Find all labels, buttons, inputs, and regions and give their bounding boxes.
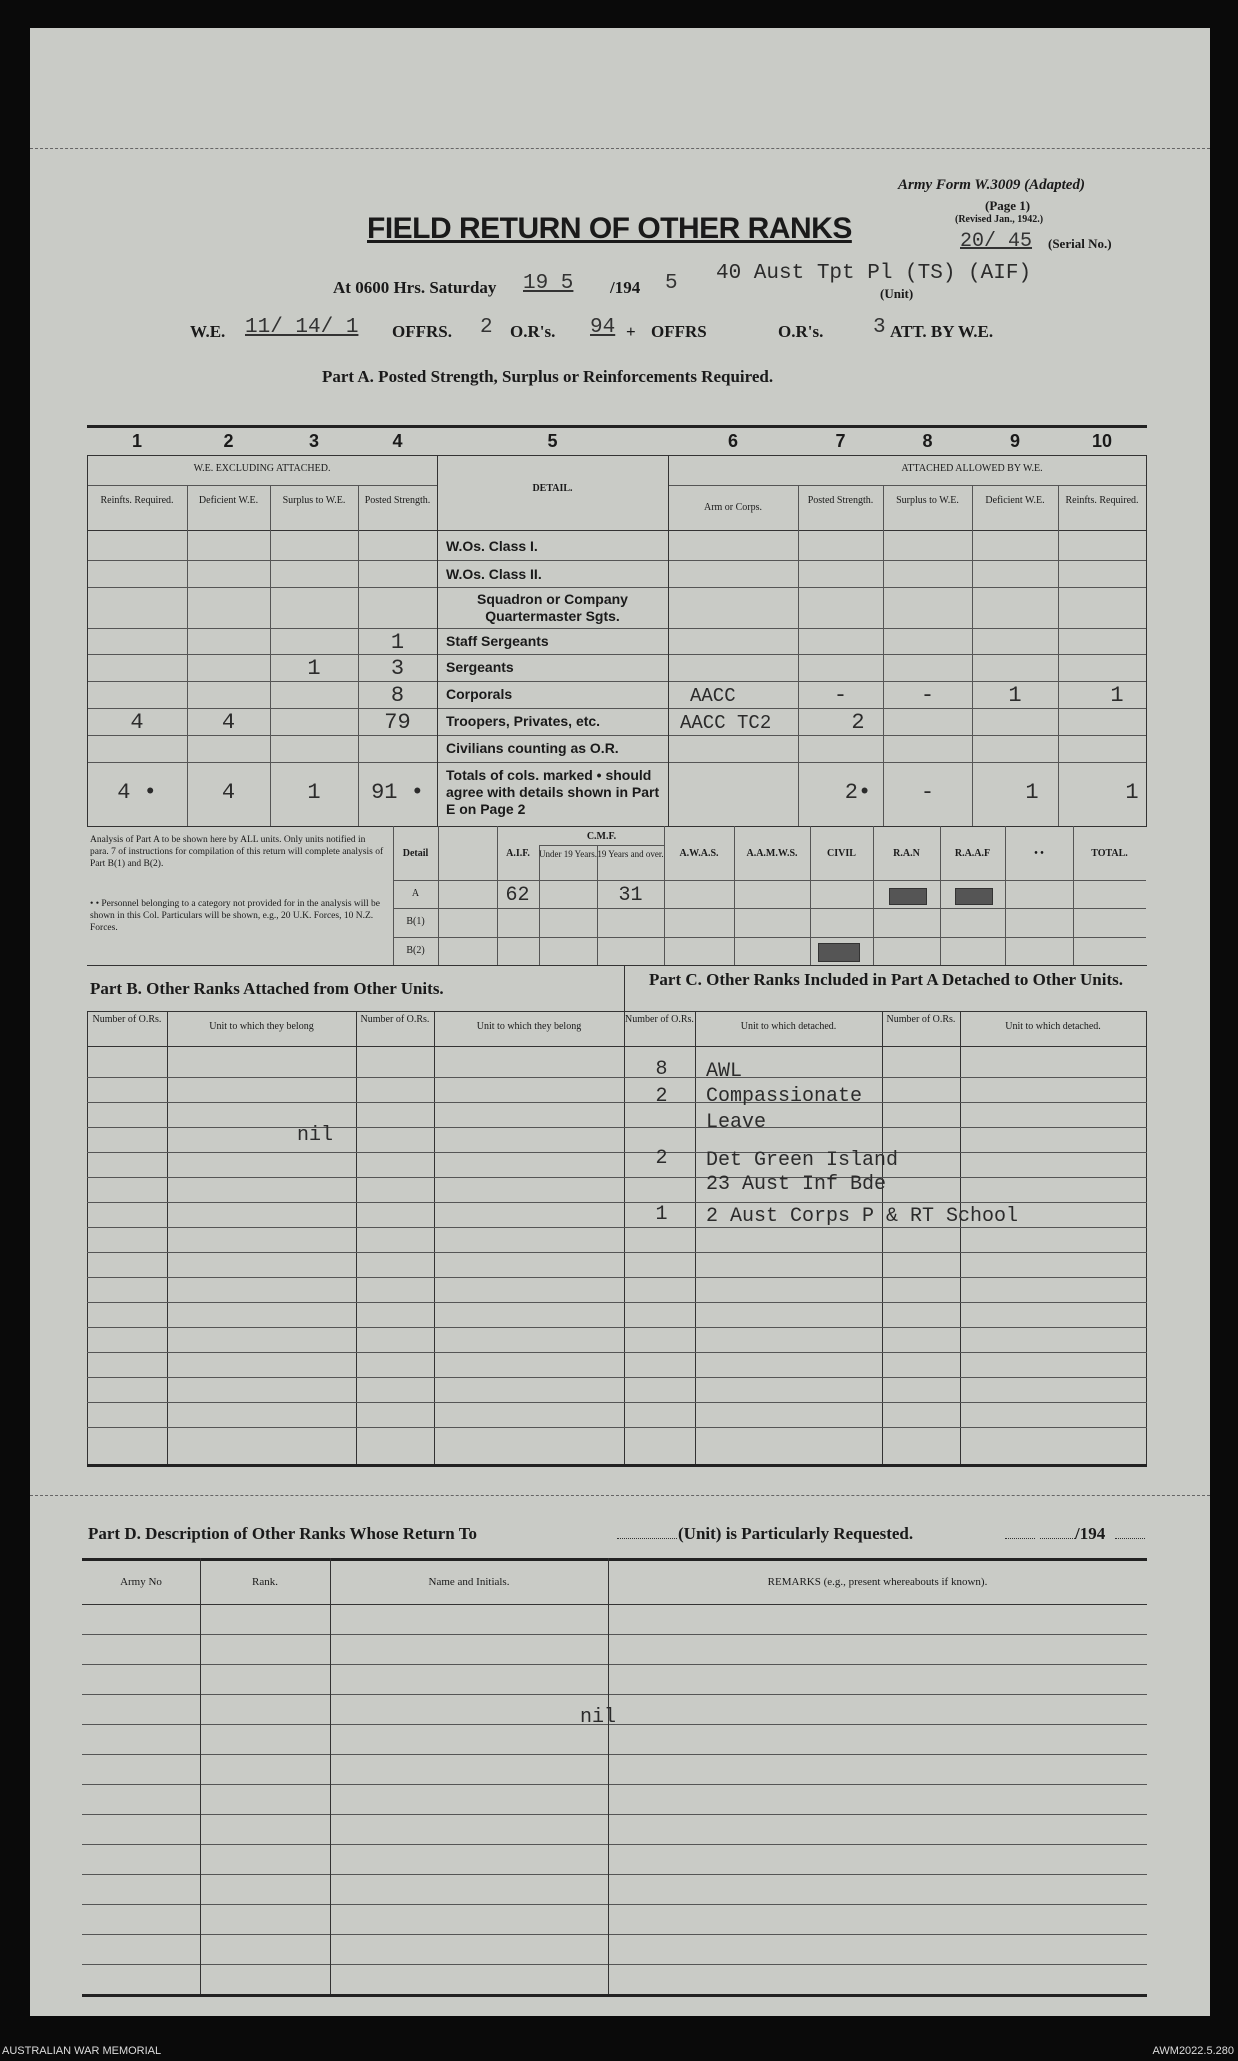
detail-row-label: Troopers, Privates, etc.	[446, 713, 601, 729]
part-d-rank-header: Rank.	[252, 1576, 278, 1588]
analysis-ran-header: R.A.N	[893, 848, 920, 859]
analysis-awas-header: A.W.A.S.	[679, 848, 719, 859]
serial-label: (Serial No.)	[1048, 236, 1112, 251]
total-value: -	[920, 780, 935, 805]
we-value: 11/ 14/ 1	[245, 316, 359, 339]
part-c-number-header: Number of O.Rs.	[625, 1014, 694, 1025]
year-value: 5	[665, 272, 678, 295]
total-value: 1	[307, 780, 321, 805]
detail-row-label: Sergeants	[446, 659, 514, 675]
header-deficient2: Deficient W.E.	[985, 495, 1045, 506]
cell-value: 8	[390, 683, 405, 708]
col-number: 1	[131, 431, 142, 451]
plus-sign: +	[626, 322, 636, 341]
col-number: 6	[727, 431, 738, 451]
cell-value: -	[833, 683, 848, 708]
ors-label: O.R's.	[510, 322, 556, 341]
perforation-line	[30, 1495, 1210, 1496]
offrs-value: 2	[480, 316, 493, 339]
serial-value: 20/ 45	[960, 230, 1033, 253]
part-c-number-header: Number of O.Rs.	[886, 1014, 956, 1025]
cell-value: 1	[1008, 683, 1022, 708]
part-c-number: 1	[655, 1203, 668, 1226]
date-value: 19 5	[523, 272, 574, 295]
analysis-over19-header: 19 Years and over.	[597, 849, 664, 859]
form-name: Army Form W.3009 (Adapted)	[898, 177, 1085, 193]
att-label: ATT. BY W.E.	[890, 322, 994, 341]
part-b-number-header: Number of O.Rs.	[360, 1014, 430, 1025]
part-c-number: 8	[655, 1058, 668, 1081]
part-b-title: Part B. Other Ranks Attached from Other Units.	[90, 979, 444, 998]
ors-value: 94	[590, 316, 616, 339]
header-reinfts2: Reinfts. Required.	[1065, 495, 1139, 506]
analysis-civil-header: CIVIL	[827, 848, 856, 859]
part-d-remarks-header: REMARKS (e.g., present whereabouts if known).	[767, 1576, 988, 1588]
part-c-unit: Leave	[706, 1111, 767, 1134]
col-number: 8	[922, 431, 933, 451]
footer-left: AUSTRALIAN WAR MEMORIAL	[2, 2045, 162, 2057]
part-c-unit: 23 Aust Inf Bde	[706, 1173, 887, 1196]
cell-value: -	[920, 683, 935, 708]
header-surplus2: Surplus to W.E.	[896, 495, 959, 506]
at-line: At 0600 Hrs. Saturday	[333, 278, 497, 297]
detail-row-label: Civilians counting as O.R.	[446, 740, 619, 756]
redacted-mark	[889, 888, 927, 905]
ors2-label: O.R's.	[778, 322, 824, 341]
cell-value: 2	[851, 710, 865, 735]
year-prefix: /194	[610, 278, 641, 297]
cell-value: 4	[130, 710, 144, 735]
analysis-under19-header: Under 19 Years.	[539, 849, 597, 859]
col-number: 7	[835, 431, 846, 451]
col-number: 5	[547, 431, 558, 451]
part-b-unit-header: Unit to which they belong	[209, 1021, 314, 1032]
total-value: 91 •	[371, 780, 424, 805]
part-c-unit: AWL	[706, 1060, 743, 1083]
totals-label: Totals of cols. marked • should agree with details shown in Part E on Page 2	[446, 767, 660, 817]
perforation-line	[30, 148, 1210, 149]
unit-value: 40 Aust Tpt Pl (TS) (AIF)	[716, 262, 1032, 285]
col-number: 9	[1009, 431, 1020, 451]
cell-value: AACC TC2	[680, 712, 772, 734]
detail-row-label: Staff Sergeants	[446, 633, 549, 649]
detail-row-label: Squadron or Company Quartermaster Sgts.	[477, 591, 628, 624]
header-deficient: Deficient W.E.	[198, 495, 259, 506]
redacted-mark	[818, 943, 860, 962]
header-posted2: Posted Strength.	[807, 495, 874, 506]
part-d-title-end: /194	[1075, 1524, 1106, 1543]
detail-row-label: W.Os. Class I.	[446, 538, 538, 554]
analysis-row-label: B(1)	[406, 916, 425, 927]
part-c-unit: Compassionate	[706, 1085, 863, 1108]
header-arm: Arm or Corps.	[703, 502, 763, 513]
offrs2-label: OFFRS	[651, 322, 707, 341]
part-c-unit-header: Unit to which detached.	[1005, 1021, 1101, 1032]
total-value: 1	[1125, 780, 1139, 805]
cell-value: 1	[307, 656, 321, 681]
offrs-label: OFFRS.	[392, 322, 452, 341]
cell-value: 1	[1110, 683, 1124, 708]
cell-value: 1	[390, 630, 405, 655]
personnel-note: • • Personnel belonging to a category not provided for in the analysis will be shown in this Col. Particulars will be shown, e.g., 20 U.K. Forces, 10 N.Z. Forces.	[90, 899, 381, 933]
part-d-name-header: Name and Initials.	[428, 1576, 510, 1588]
footer-right: AWM2022.5.280	[1152, 2045, 1234, 2057]
part-c-number: 2	[655, 1085, 668, 1108]
page-title: FIELD RETURN OF OTHER RANKS	[367, 212, 852, 245]
cell-value: 3	[390, 656, 405, 681]
header-surplus: Surplus to W.E.	[282, 495, 346, 506]
detail-row-label: Corporals	[446, 686, 513, 702]
col-number: 3	[308, 431, 319, 451]
analysis-row-label: B(2)	[406, 945, 425, 956]
part-b-number-header: Number of O.Rs.	[92, 1014, 162, 1025]
analysis-aif-header: A.I.F.	[506, 848, 530, 859]
part-d-army-header: Army No	[120, 1576, 162, 1588]
part-c-unit: Det Green Island	[706, 1149, 899, 1172]
part-d-nil: nil	[580, 1706, 617, 1729]
analysis-raaf-header: R.A.A.F	[954, 848, 991, 859]
analysis-row-label: A	[411, 888, 420, 899]
form-page: (Page 1)	[985, 198, 1031, 213]
analysis-aamws-header: A.A.M.W.S.	[746, 848, 798, 859]
part-a-title: Part A. Posted Strength, Surplus or Reinforcements Required.	[322, 367, 774, 386]
part-b-nil: nil	[297, 1124, 334, 1147]
form-revised: (Revised Jan., 1942.)	[955, 214, 1044, 225]
part-c-number: 2	[655, 1147, 668, 1170]
analysis-aif-value: 62	[505, 884, 530, 907]
redacted-mark	[955, 888, 993, 905]
detail-header: DETAIL.	[532, 483, 573, 494]
analysis-cmf-header: C.M.F.	[586, 831, 617, 842]
ors2-value: 3	[873, 316, 886, 339]
cell-value: 4	[221, 710, 236, 735]
analysis-over19-value: 31	[618, 884, 643, 907]
analysis-note: Analysis of Part A to be shown here by ALL units. Only units notified in para. 7 of instructions for compilation of this return will complete analysis of Part B(1) and B(2).	[90, 835, 384, 869]
unit-label: (Unit)	[880, 286, 914, 301]
group-header-left: W.E. EXCLUDING ATTACHED.	[193, 463, 331, 474]
cell-value: AACC	[690, 685, 736, 707]
part-b-unit-header: Unit to which they belong	[476, 1021, 582, 1032]
cell-value: 79	[384, 710, 411, 735]
total-value: 1	[1025, 780, 1039, 805]
analysis-detail-header: Detail	[402, 848, 429, 859]
part-c-unit-header: Unit to which detached.	[740, 1021, 837, 1032]
header-reinfts: Reinfts. Required.	[100, 495, 174, 506]
we-label: W.E.	[190, 322, 226, 341]
analysis-other-header: • •	[1034, 848, 1044, 859]
part-c-title: Part C. Other Ranks Included in Part A Detached to Other Units.	[649, 970, 1123, 989]
group-header-right: ATTACHED ALLOWED BY W.E.	[901, 463, 1043, 474]
total-value: 4	[221, 780, 236, 805]
col-number: 2	[223, 431, 234, 451]
total-value: 4 •	[117, 780, 157, 805]
total-value: 2•	[844, 780, 872, 805]
col-number: 10	[1091, 431, 1113, 451]
part-c-unit: 2 Aust Corps P & RT School	[706, 1205, 1019, 1228]
header-posted: Posted Strength.	[364, 495, 431, 506]
part-d-title-mid: (Unit) is Particularly Requested.	[678, 1524, 914, 1543]
part-d-title: Part D. Description of Other Ranks Whose Return To	[88, 1524, 477, 1543]
col-number: 4	[392, 431, 403, 451]
detail-row-label: W.Os. Class II.	[446, 566, 542, 582]
analysis-total-header: TOTAL.	[1091, 848, 1128, 859]
